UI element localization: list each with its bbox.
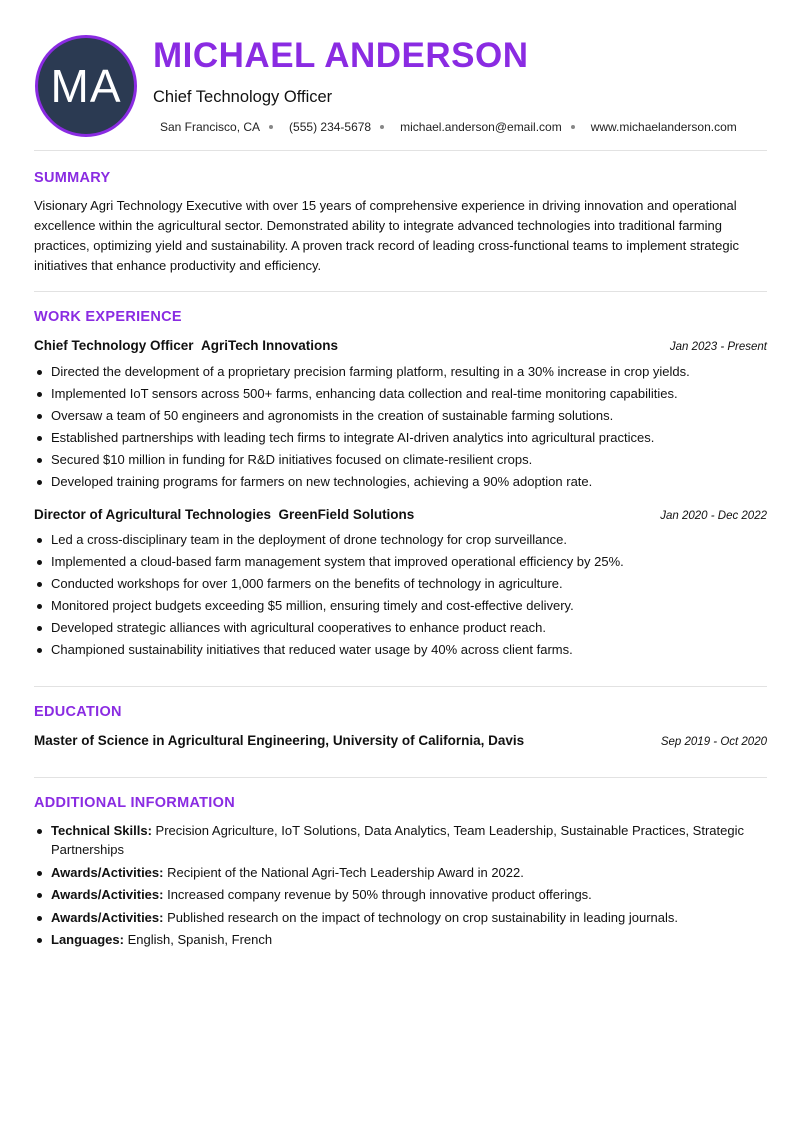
list-item: Led a cross-disciplinary team in the deployment of drone technology for crop surveillance. bbox=[34, 529, 769, 551]
divider bbox=[34, 150, 767, 151]
list-item bbox=[34, 863, 769, 882]
item-text: English, Spanish, French bbox=[127, 932, 273, 947]
item-text: Published research on the impact of technology on crop sustainability in leading journals. bbox=[167, 909, 679, 925]
separator-dot bbox=[571, 125, 575, 129]
list-item bbox=[34, 930, 769, 949]
list-item: Established partnerships with leading tech firms to integrate AI-driven analytics into agricultural practices. bbox=[34, 427, 769, 449]
job-role: Director of Agricultural Technologies bbox=[34, 507, 272, 522]
contact-email[interactable]: michael.anderson@email.com bbox=[400, 120, 562, 134]
item-text: Increased company revenue by 50% through innovative product offerings. bbox=[167, 887, 592, 902]
job-dates: Jan 2020 - Dec 2022 bbox=[660, 510, 767, 522]
job-company: GreenField Solutions bbox=[278, 507, 415, 522]
item-text: Recipient of the National Agri-Tech Leadership Award in 2022. bbox=[167, 864, 524, 880]
list-item: Developed strategic alliances with agricultural cooperatives to enhance product reach. bbox=[34, 617, 769, 639]
item-label: Languages: bbox=[51, 932, 124, 947]
contact-phone: (555) 234-5678 bbox=[289, 120, 372, 134]
list-item: Developed training programs for farmers on new technologies, achieving a 90% adoption rate. bbox=[34, 471, 769, 493]
list-item: Implemented IoT sensors across 500+ farms, enhancing data collection and real-time monitoring capabilities. bbox=[34, 383, 769, 405]
list-item: Directed the development of a proprietary precision farming platform, resulting in a 30% increase in crop yields. bbox=[34, 361, 769, 383]
list-item: Monitored project budgets exceeding $5 million, ensuring timely and cost-effective delivery. bbox=[34, 595, 769, 617]
job-header bbox=[34, 338, 767, 353]
item-text: Precision Agriculture, IoT Solutions, Data Analytics, Team Leadership, Sustainable Practices, Strategic Partnerships bbox=[51, 823, 744, 857]
separator-dot bbox=[269, 125, 273, 129]
item-label: Awards/Activities: bbox=[51, 887, 164, 902]
divider bbox=[34, 777, 767, 778]
separator-dot bbox=[380, 125, 384, 129]
summary-text: Visionary Agri Technology Executive with over 15 years of comprehensive experience in driving innovation and operational excellence within the agricultural sector. Demonstrated ability to integrate advanced technologies into traditional farming practices, optimizing yield and sustainability. A proven track record of leading cross-functional teams to implement strategic initiatives that enhance productivity and efficiency. bbox=[34, 198, 739, 273]
item-label: Awards/Activities: bbox=[51, 864, 164, 880]
item-label: Technical Skills: bbox=[51, 823, 152, 838]
education-entry bbox=[34, 733, 767, 748]
contact-location: San Francisco, CA bbox=[160, 120, 261, 134]
list-item: Championed sustainability initiatives that reduced water usage by 40% across client farms. bbox=[34, 639, 769, 661]
additional-list bbox=[34, 821, 769, 953]
contact-website[interactable]: www.michaelanderson.com bbox=[590, 120, 737, 134]
divider bbox=[34, 686, 767, 687]
job-company: AgriTech Innovations bbox=[201, 338, 339, 353]
list-item: Implemented a cloud-based farm management system that improved operational efficiency by 25%. bbox=[34, 551, 769, 573]
list-item: Conducted workshops for over 1,000 farmers on the benefits of technology in agriculture. bbox=[34, 573, 769, 595]
education-dates: Sep 2019 - Oct 2020 bbox=[660, 736, 767, 748]
summary-heading: SUMMARY bbox=[34, 170, 111, 186]
avatar bbox=[35, 35, 137, 137]
job-dates: Jan 2023 - Present bbox=[669, 341, 767, 353]
job-role-company bbox=[34, 338, 338, 353]
list-item bbox=[34, 885, 769, 904]
job-role: Chief Technology Officer bbox=[34, 338, 194, 353]
education-degree: Master of Science in Agricultural Engineering, University of California, Davis bbox=[34, 733, 525, 748]
divider bbox=[34, 291, 767, 292]
list-item: Secured $10 million in funding for R&D initiatives focused on climate-resilient crops. bbox=[34, 449, 769, 471]
item-label: Awards/Activities: bbox=[51, 909, 164, 925]
additional-heading: ADDITIONAL INFORMATION bbox=[34, 795, 235, 811]
candidate-title: Chief Technology Officer bbox=[153, 88, 333, 106]
job-header bbox=[34, 507, 767, 522]
job-bullets bbox=[34, 529, 769, 661]
job-bullets bbox=[34, 361, 769, 493]
candidate-name: MICHAEL ANDERSON bbox=[153, 36, 529, 75]
list-item bbox=[34, 821, 769, 859]
contact-row bbox=[160, 120, 737, 134]
avatar-initials: MA bbox=[50, 60, 122, 112]
list-item: Oversaw a team of 50 engineers and agronomists in the creation of sustainable farming solutions. bbox=[34, 405, 769, 427]
list-item bbox=[34, 908, 769, 927]
education-heading: EDUCATION bbox=[34, 704, 122, 720]
experience-heading: WORK EXPERIENCE bbox=[34, 309, 182, 325]
job-role-company bbox=[34, 507, 414, 522]
